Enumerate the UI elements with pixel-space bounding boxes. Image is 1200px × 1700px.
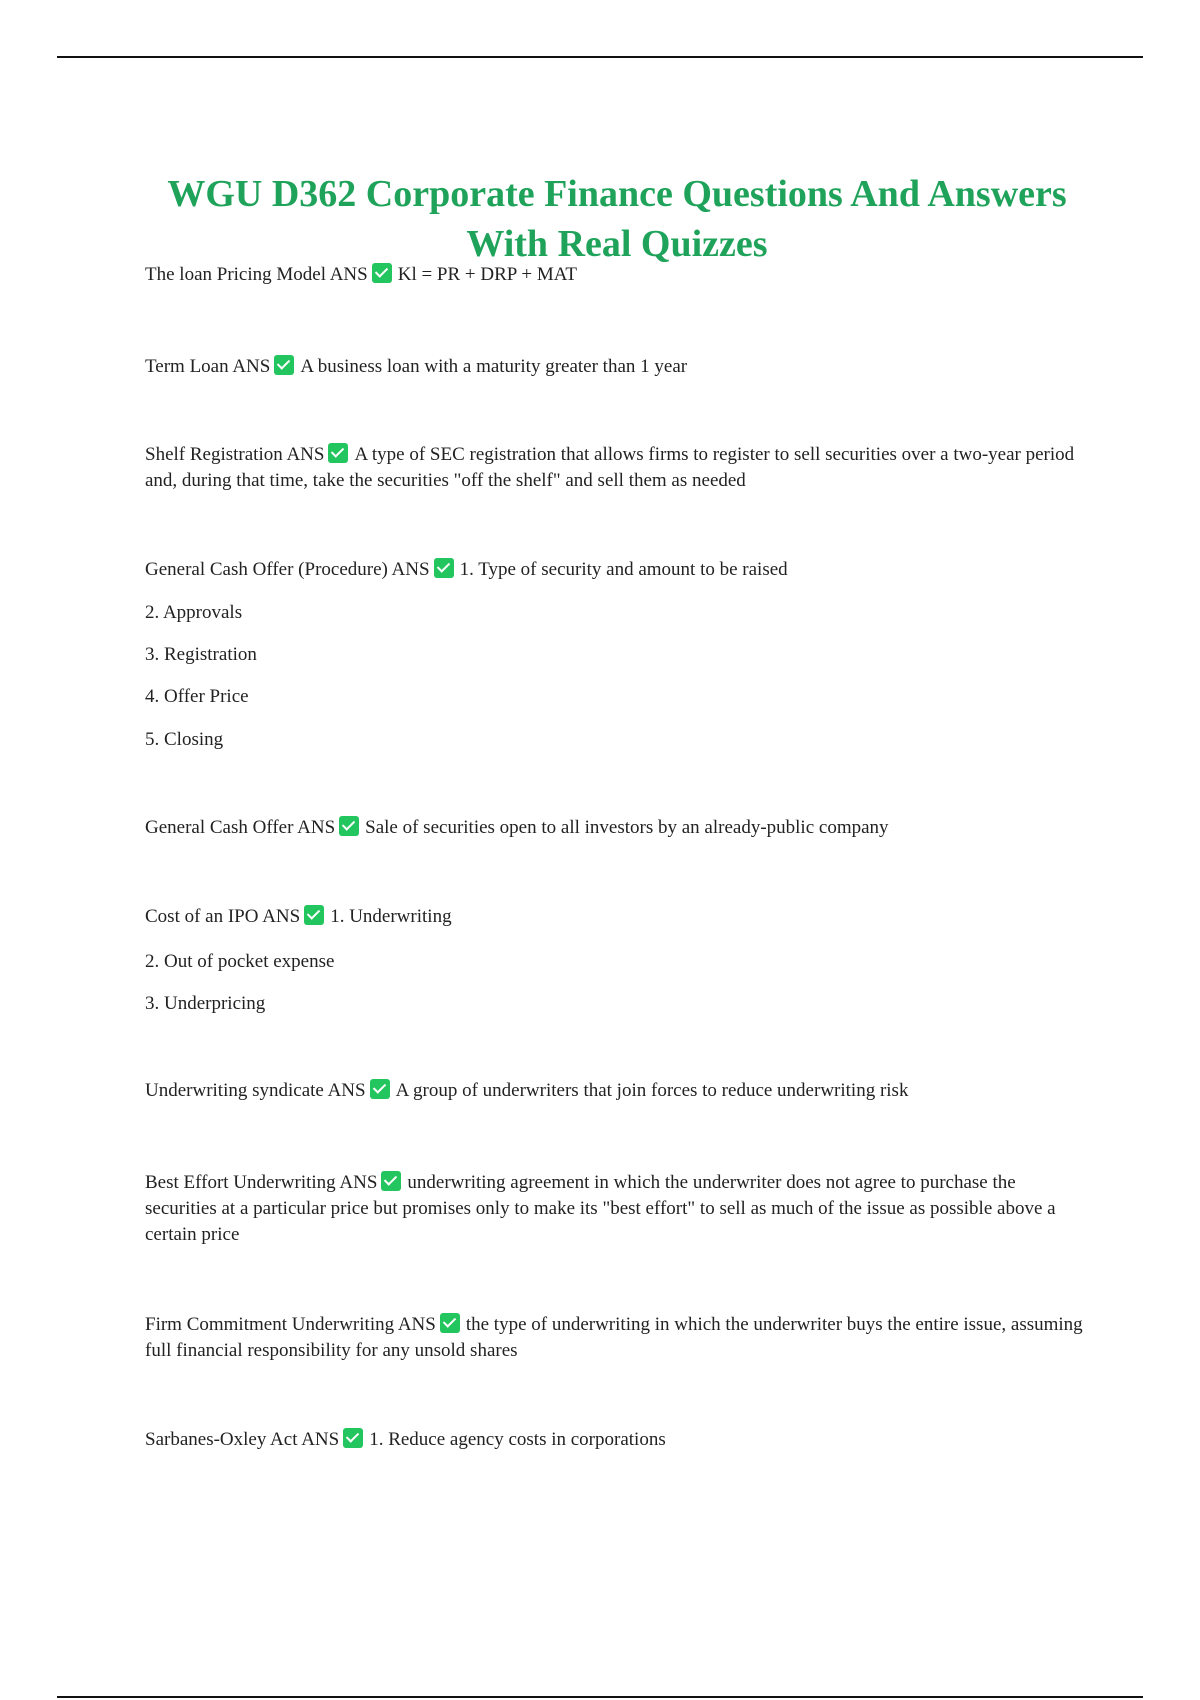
- entry-term: Firm Commitment Underwriting: [145, 1314, 395, 1335]
- qa-entry-firm-commitment-underwriting: [145, 1312, 1085, 1364]
- entry-term: Sarbanes-Oxley Act: [145, 1429, 298, 1450]
- ans-label: ANS: [301, 1429, 340, 1450]
- entry-term: General Cash Offer (Procedure): [145, 559, 388, 580]
- ans-label: ANS: [329, 264, 368, 285]
- entry-answer: 1. Reduce agency costs in corporations: [369, 1429, 666, 1450]
- qa-entry-general-cash-offer-procedure: [145, 557, 1085, 583]
- ans-label: ANS: [286, 444, 325, 465]
- check-mark-icon: [339, 816, 359, 836]
- title-line-2: With Real Quizzes: [466, 223, 768, 266]
- list-item: 3. Underpricing: [145, 993, 266, 1014]
- entry-term: Shelf Registration: [145, 444, 283, 465]
- check-mark-icon: [343, 1428, 363, 1448]
- entry-term: The loan Pricing Model: [145, 264, 326, 285]
- entry-answer: Sale of securities open to all investors by an already-public company: [365, 817, 889, 838]
- list-item: 4. Offer Price: [145, 686, 249, 707]
- entry-answer: A type of SEC registration that allows firms to register to sell securities over a two-year period and, during that time, take the securities "off the shelf" and sell them as needed: [145, 444, 1075, 491]
- entry-term: Underwriting syndicate: [145, 1080, 324, 1101]
- check-mark-icon: [434, 558, 454, 578]
- footer-rule: [57, 1696, 1143, 1698]
- ans-label: ANS: [262, 906, 301, 927]
- ans-label: ANS: [397, 1314, 436, 1335]
- entry-term: General Cash Offer: [145, 817, 294, 838]
- entry-answer: the type of underwriting in which the underwriter buys the entire issue, assuming full financial responsibility for any unsold shares: [145, 1314, 1083, 1361]
- qa-entry-underwriting-syndicate: [145, 1078, 1085, 1104]
- title-line-1: WGU D362 Corporate Finance Questions And Answers: [167, 173, 1067, 216]
- check-mark-icon: [381, 1171, 401, 1191]
- header-rule: [57, 56, 1143, 58]
- entry-answer: 1. Underwriting: [330, 906, 452, 927]
- ans-label: ANS: [339, 1172, 378, 1193]
- check-mark-icon: [440, 1313, 460, 1333]
- ans-label: ANS: [232, 356, 271, 377]
- qa-entry-shelf-registration: [145, 442, 1085, 494]
- entry-term: Term Loan: [145, 356, 229, 377]
- check-mark-icon: [370, 1079, 390, 1099]
- list-item: 2. Approvals: [145, 602, 243, 623]
- entry-answer: A business loan with a maturity greater than 1 year: [300, 356, 688, 377]
- entry-term: Cost of an IPO: [145, 906, 259, 927]
- check-mark-icon: [328, 443, 348, 463]
- check-mark-icon: [274, 355, 294, 375]
- entry-term: Best Effort Underwriting: [145, 1172, 336, 1193]
- qa-entry-cost-of-an-ipo: [145, 904, 1085, 930]
- check-mark-icon: [304, 905, 324, 925]
- qa-entry-best-effort-underwriting: [145, 1170, 1085, 1248]
- entry-answer: Kl = PR + DRP + MAT: [397, 264, 577, 285]
- qa-entry-loan-pricing-model: [145, 262, 1085, 288]
- qa-entry-term-loan: [145, 354, 1085, 380]
- ans-label: ANS: [327, 1080, 366, 1101]
- list-item: 2. Out of pocket expense: [145, 951, 335, 972]
- ans-label: ANS: [391, 559, 430, 580]
- list-item: 3. Registration: [145, 644, 257, 665]
- qa-entry-general-cash-offer: [145, 815, 1085, 841]
- entry-answer: 1. Type of security and amount to be raised: [459, 559, 788, 580]
- entry-answer: underwriting agreement in which the underwriter does not agree to purchase the securities at a particular price but promises only to make its "best effort" to sell as much of the issue as possible above a certain price: [145, 1172, 1056, 1245]
- check-mark-icon: [372, 263, 392, 283]
- qa-entry-sarbanes-oxley-act: [145, 1427, 1085, 1453]
- ans-label: ANS: [297, 817, 336, 838]
- entry-answer: A group of underwriters that join forces to reduce underwriting risk: [395, 1080, 909, 1101]
- list-item: 5. Closing: [145, 729, 224, 750]
- document-title: [0, 169, 1200, 269]
